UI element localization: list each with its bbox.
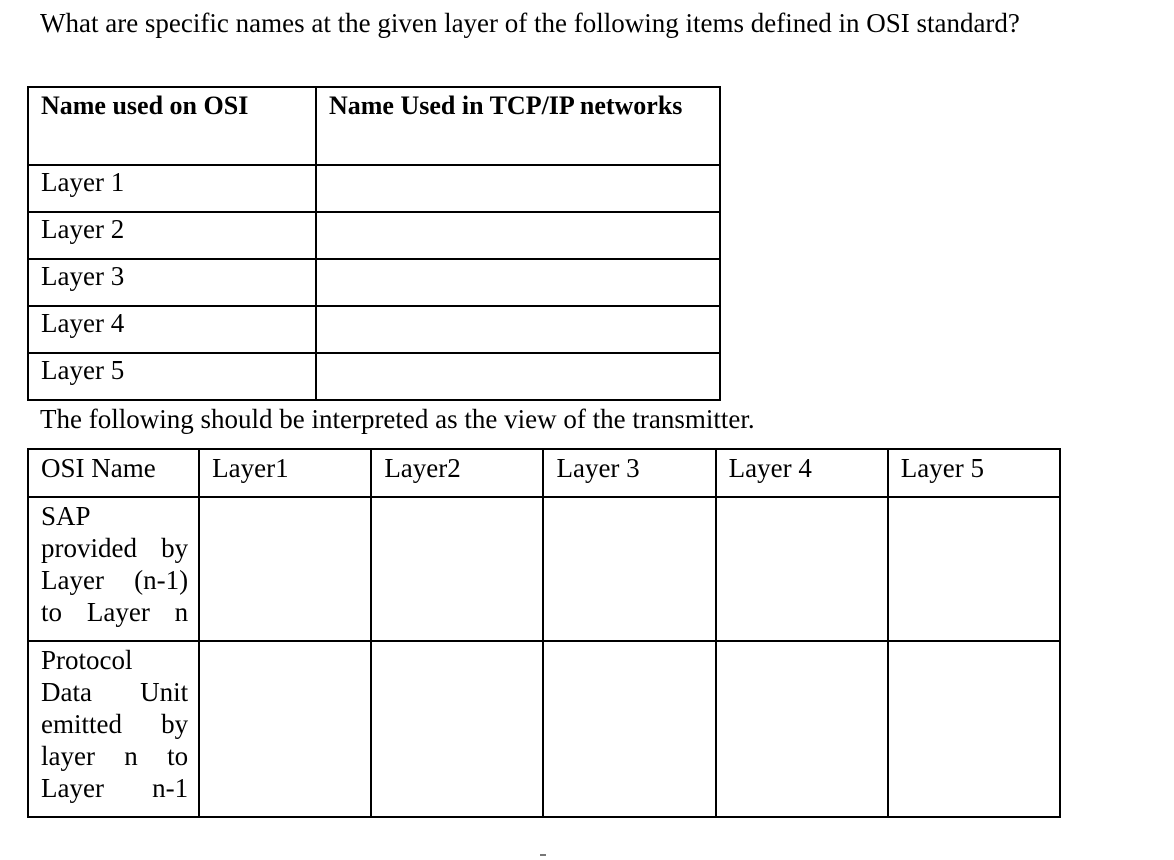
osi-layer-cell: Layer 5 [28,353,316,400]
header-cell: Layer 3 [543,449,715,497]
transmitter-note: The following should be interpreted as the view of the transmitter. [40,404,755,434]
answer-cell[interactable] [371,497,543,641]
answer-cell[interactable] [888,497,1060,641]
label-line: Layer n-1 [41,773,189,803]
table-row [28,641,1060,817]
table-header-row [28,449,1060,497]
header-cell-osi-name: Name used on OSI [28,87,316,165]
answer-cell[interactable] [716,641,888,817]
layer-names-table [27,86,721,401]
sap-pdu-table [27,448,1061,818]
answer-cell[interactable] [888,641,1060,817]
table-row [28,353,720,400]
osi-layer-cell: Layer 3 [28,259,316,306]
label-line: provided by [41,533,189,563]
header-cell: Layer2 [371,449,543,497]
header-cell: Layer1 [199,449,371,497]
answer-cell[interactable] [371,641,543,817]
question-text: What are specific names at the given layer of the following items defined in OSI standard? [40,8,1020,38]
label-line: Layer (n-1) [41,565,189,595]
label-line: layer n to [41,741,189,771]
stray-mark [540,854,546,856]
label-line: Data Unit [41,677,189,707]
table-row [28,306,720,353]
header-cell: Layer 4 [716,449,888,497]
label-line: emitted by [41,709,189,739]
header-cell-tcpip-name: Name Used in TCP/IP networks [316,87,720,165]
osi-layer-cell: Layer 4 [28,306,316,353]
label-line: to Layer n [41,597,189,627]
header-cell: OSI Name [28,449,199,497]
table-header-row [28,87,720,165]
row-label-cell [28,641,199,817]
table-row [28,497,1060,641]
osi-layer-cell: Layer 1 [28,165,316,212]
row-label-cell [28,497,199,641]
answer-cell[interactable] [543,641,715,817]
label-line: SAP [41,501,91,531]
table-row [28,165,720,212]
tcpip-answer-cell[interactable] [316,306,720,353]
tcpip-answer-cell[interactable] [316,353,720,400]
answer-cell[interactable] [543,497,715,641]
table-row [28,212,720,259]
answer-cell[interactable] [716,497,888,641]
label-line: Protocol [41,645,133,675]
tcpip-answer-cell[interactable] [316,165,720,212]
header-cell: Layer 5 [888,449,1060,497]
tcpip-answer-cell[interactable] [316,212,720,259]
osi-layer-cell: Layer 2 [28,212,316,259]
tcpip-answer-cell[interactable] [316,259,720,306]
table-row [28,259,720,306]
answer-cell[interactable] [199,641,371,817]
answer-cell[interactable] [199,497,371,641]
